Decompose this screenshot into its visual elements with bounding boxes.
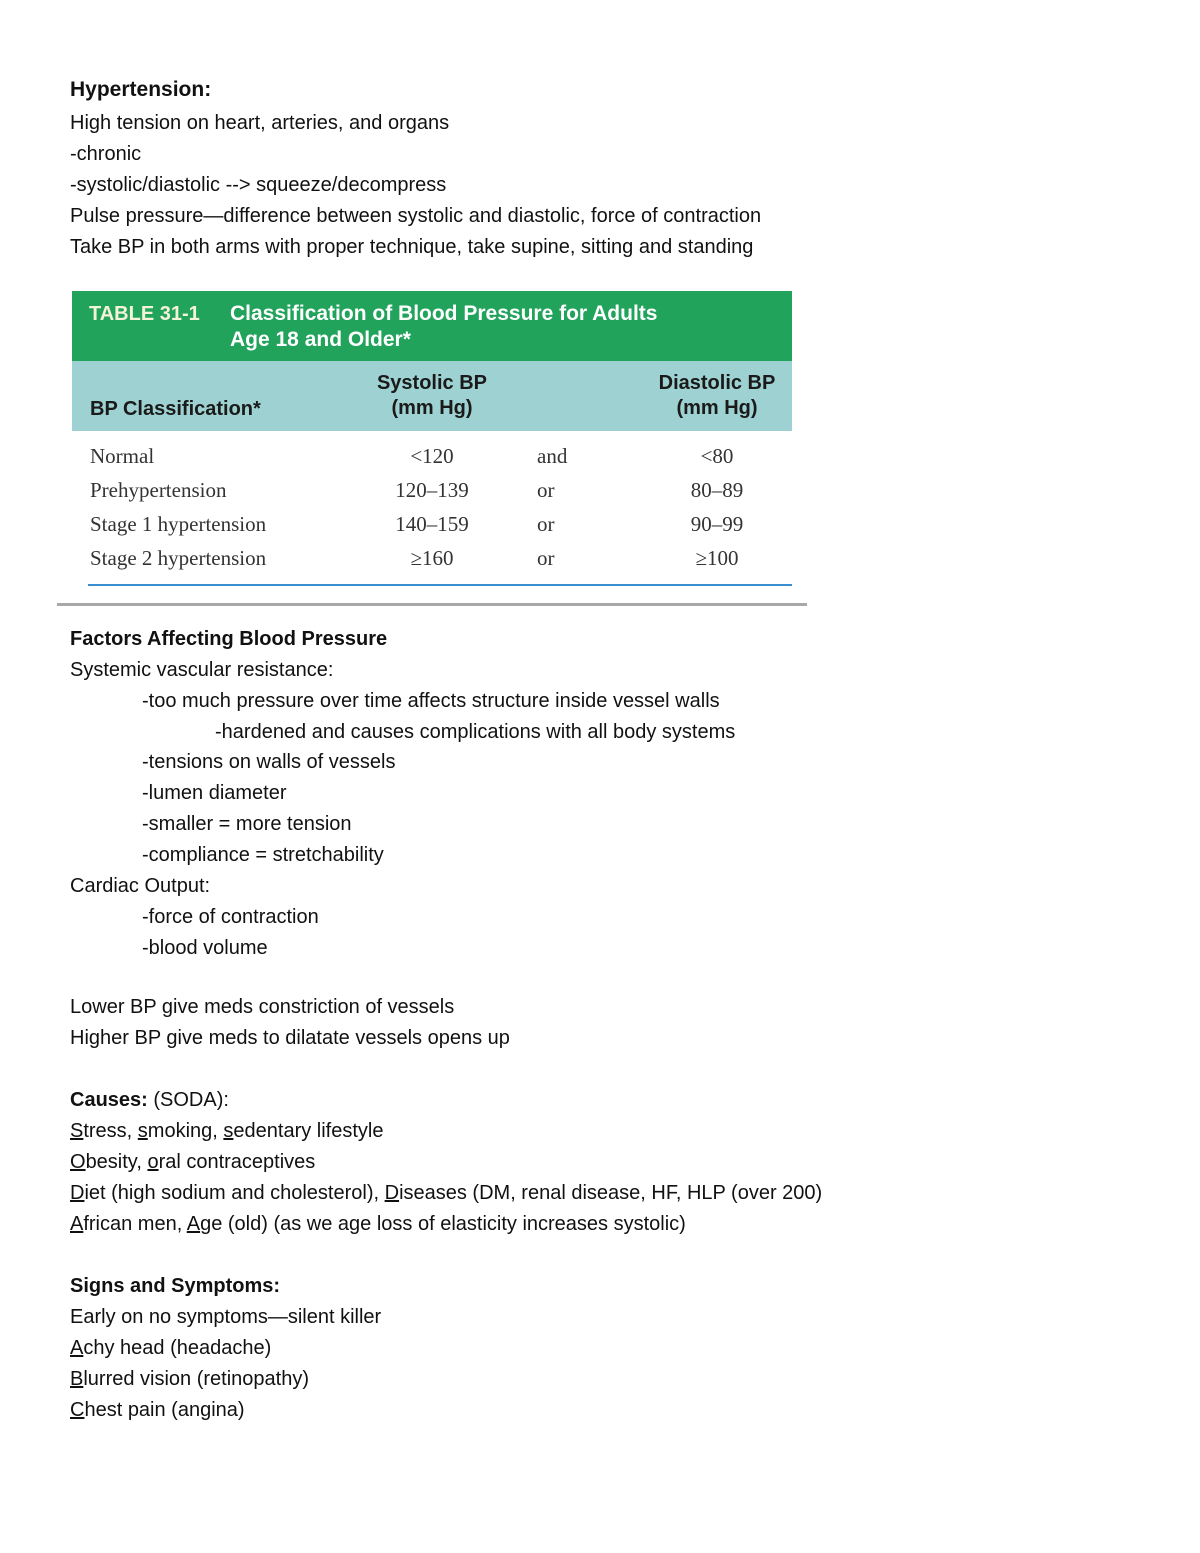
signs-line: Early on no symptoms—silent killer [70,1306,382,1328]
intro-line: Take BP in both arms with proper technique, take supine, sitting and standing [70,236,754,258]
co-item: -blood volume [142,937,268,959]
row-conjunction: or [537,478,555,502]
svr-item: -too much pressure over time affects structure inside vessel walls [142,690,720,712]
row-conjunction: or [537,512,555,536]
header-diastolic: Diastolic BP (mm Hg) [658,372,776,419]
causes-heading: Causes: (SODA): [70,1089,229,1111]
header-classification: BP Classification* [90,398,261,420]
meds-higher: Higher BP give meds to dilatate vessels opens up [70,1027,510,1049]
causes-line: Diet (high sodium and cholesterol), Diseases (DM, renal disease, HF, HLP (over 200) [70,1182,823,1204]
row-systolic: ≥160 [410,546,454,570]
svr-item: -lumen diameter [142,782,287,804]
page-heading: Hypertension: [70,78,212,101]
row-diastolic: 80–89 [690,478,744,502]
table-header-row [72,361,792,431]
table-row [72,508,792,542]
intro-line: -systolic/diastolic --> squeeze/decompress [70,174,447,196]
row-classification: Prehypertension [90,478,227,502]
cardiac-output-label: Cardiac Output: [70,875,211,897]
row-conjunction: and [537,444,568,468]
svr-item: -compliance = stretchability [142,844,384,866]
intro-line: -chronic [70,143,142,165]
row-systolic: 120–139 [395,478,469,502]
causes-line: African men, Age (old) (as we age loss of elasticity increases systolic) [70,1213,686,1235]
row-classification: Stage 1 hypertension [90,512,267,536]
svr-item: -smaller = more tension [142,813,352,835]
intro-line: High tension on heart, arteries, and organs [70,112,450,134]
co-item: -force of contraction [142,906,319,928]
row-classification: Normal [90,444,155,468]
row-diastolic: <80 [700,444,734,468]
row-diastolic: ≥100 [695,546,739,570]
header-systolic: Systolic BP (mm Hg) [376,372,488,419]
row-systolic: <120 [410,444,454,468]
svr-label: Systemic vascular resistance: [70,659,334,681]
table-number: TABLE 31-1 [89,303,200,325]
signs-line: Chest pain (angina) [70,1399,245,1421]
svr-item: -tensions on walls of vessels [142,751,396,773]
factors-heading: Factors Affecting Blood Pressure [70,628,388,650]
table-title: Classification of Blood Pressure for Adults Age 18 and Older* [230,302,658,351]
meds-lower: Lower BP give meds constriction of vessels [70,996,455,1018]
signs-line: Achy head (headache) [70,1337,272,1359]
signs-line: Blurred vision (retinopathy) [70,1368,309,1390]
row-systolic: 140–159 [395,512,469,536]
table-row [72,440,792,474]
table-title-bar [72,291,792,361]
section-divider [57,603,807,606]
table-row [72,542,792,576]
row-classification: Stage 2 hypertension [90,546,267,570]
causes-line: Stress, smoking, sedentary lifestyle [70,1120,384,1142]
table-bottom-rule [88,584,792,586]
row-conjunction: or [537,546,555,570]
table-row [72,474,792,508]
row-diastolic: 90–99 [690,512,744,536]
svr-subitem: -hardened and causes complications with all body systems [215,721,736,743]
signs-heading: Signs and Symptoms: [70,1275,281,1297]
intro-line: Pulse pressure—difference between systolic and diastolic, force of contraction [70,205,762,227]
causes-line: Obesity, oral contraceptives [70,1151,316,1173]
